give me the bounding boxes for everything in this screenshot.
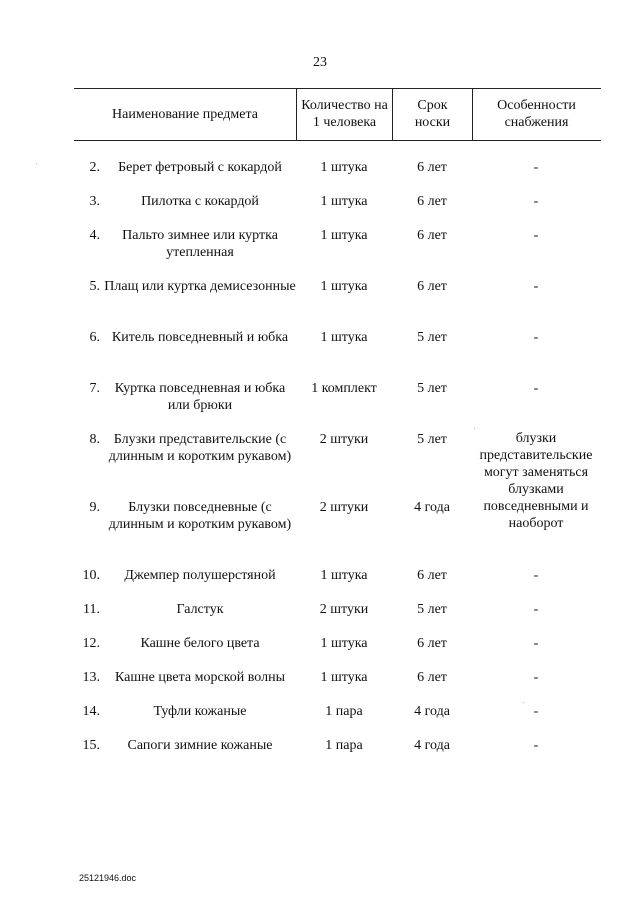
row-num: 5. bbox=[89, 279, 100, 294]
row-qty: 1 штука bbox=[320, 636, 368, 651]
header-note: Особенности снабжения bbox=[497, 98, 576, 130]
header-name: Наименование предмета bbox=[112, 106, 258, 122]
row-name: Куртка повседневная и юбка или брюки bbox=[114, 381, 286, 413]
row-note: - bbox=[533, 704, 539, 719]
row-note: - bbox=[533, 160, 539, 175]
row-name: Кашне белого цвета bbox=[140, 636, 260, 651]
scan-speck bbox=[474, 428, 475, 429]
row-qty: 1 штука bbox=[320, 670, 368, 685]
footer-filename: 25121946.doc bbox=[79, 873, 137, 883]
row-num: 11. bbox=[83, 602, 100, 617]
row-term: 6 лет bbox=[417, 160, 447, 175]
row-qty: 1 штука bbox=[320, 568, 368, 583]
row-note: - bbox=[533, 636, 539, 651]
row-term: 5 лет bbox=[417, 432, 447, 447]
row-name: Китель повседневный и юбка bbox=[111, 330, 289, 345]
row-name: Туфли кожаные bbox=[153, 704, 247, 719]
row-term: 6 лет bbox=[417, 279, 447, 294]
row-qty: 1 штука bbox=[320, 194, 368, 209]
row-num: 12. bbox=[82, 636, 100, 651]
row-term: 6 лет bbox=[417, 194, 447, 209]
row-note: - bbox=[533, 602, 539, 617]
page-number: 23 bbox=[313, 55, 327, 70]
row-num: 8. bbox=[89, 432, 100, 447]
row-num: 9. bbox=[89, 500, 100, 515]
row-note: - bbox=[533, 381, 539, 396]
row-note: - bbox=[533, 194, 539, 209]
row-num: 6. bbox=[89, 330, 100, 345]
row-term: 4 года bbox=[414, 738, 450, 753]
header-term: Срок носки bbox=[414, 98, 451, 130]
row-num: 15. bbox=[82, 738, 100, 753]
shared-supply-note: блузки представительские могут заменяться блузками повседневными и наоборот bbox=[479, 431, 593, 531]
row-num: 14. bbox=[82, 704, 100, 719]
row-num: 3. bbox=[89, 194, 100, 209]
row-term: 5 лет bbox=[417, 381, 447, 396]
row-term: 6 лет bbox=[417, 636, 447, 651]
row-name: Галстук bbox=[176, 602, 224, 617]
row-name: Блузки повседневные (с длинным и коротким рукавом) bbox=[108, 500, 292, 532]
row-term: 4 года bbox=[414, 500, 450, 515]
row-qty: 2 штуки bbox=[319, 602, 369, 617]
row-num: 10. bbox=[82, 568, 100, 583]
row-note: - bbox=[533, 279, 539, 294]
row-term: 5 лет bbox=[417, 330, 447, 345]
table-header-rule bbox=[74, 140, 601, 141]
row-term: 4 года bbox=[414, 704, 450, 719]
row-qty: 1 штука bbox=[320, 330, 368, 345]
row-num: 2. bbox=[89, 160, 100, 175]
row-note: - bbox=[533, 738, 539, 753]
header-quantity: Количество на 1 человека bbox=[301, 98, 388, 130]
row-term: 6 лет bbox=[417, 228, 447, 243]
row-note: - bbox=[533, 228, 539, 243]
row-note: - bbox=[533, 568, 539, 583]
row-qty: 2 штуки bbox=[319, 432, 369, 447]
row-name: Берет фетровый с кокардой bbox=[118, 160, 282, 175]
row-qty: 1 штука bbox=[320, 279, 368, 294]
scan-speck bbox=[523, 702, 524, 703]
row-name: Пальто зимнее или куртка утепленная bbox=[122, 228, 278, 260]
row-qty: 2 штуки bbox=[319, 500, 369, 515]
row-num: 13. bbox=[82, 670, 100, 685]
row-qty: 1 штука bbox=[320, 228, 368, 243]
row-name: Плащ или куртка демисезонные bbox=[104, 279, 296, 294]
row-name: Джемпер полушерстяной bbox=[124, 568, 276, 583]
row-qty: 1 штука bbox=[320, 160, 368, 175]
row-term: 6 лет bbox=[417, 568, 447, 583]
row-qty: 1 пара bbox=[325, 738, 363, 753]
row-name: Пилотка с кокардой bbox=[141, 194, 259, 209]
row-note: - bbox=[533, 670, 539, 685]
row-term: 6 лет bbox=[417, 670, 447, 685]
row-qty: 1 пара bbox=[325, 704, 363, 719]
row-num: 4. bbox=[89, 228, 100, 243]
row-name: Сапоги зимние кожаные bbox=[127, 738, 273, 753]
scan-speck bbox=[36, 163, 37, 164]
row-num: 7. bbox=[89, 381, 100, 396]
row-name: Кашне цвета морской волны bbox=[115, 670, 285, 685]
row-term: 5 лет bbox=[417, 602, 447, 617]
row-qty: 1 комплект bbox=[311, 381, 377, 396]
row-name: Блузки представительские (с длинным и коротким рукавом) bbox=[108, 432, 292, 464]
row-note: - bbox=[533, 330, 539, 345]
